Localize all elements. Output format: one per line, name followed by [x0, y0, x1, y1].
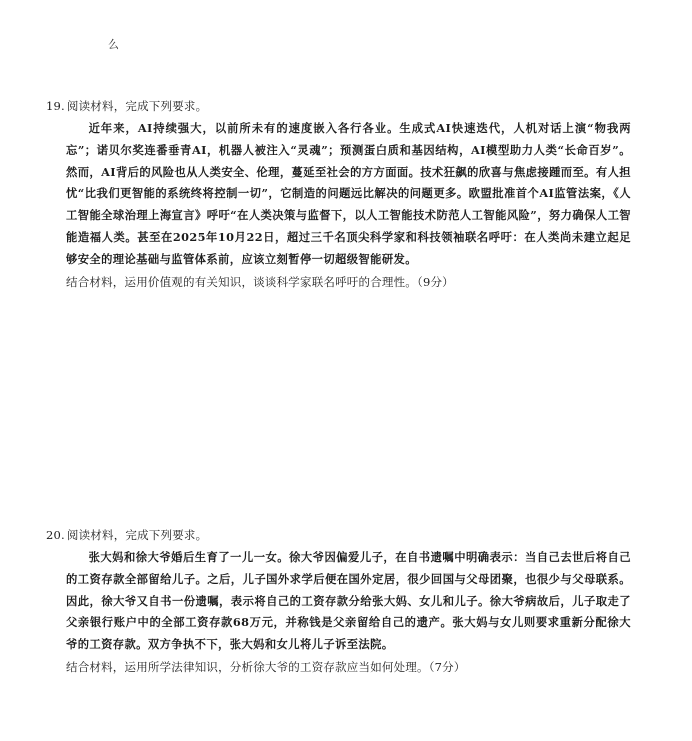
- page-corner-mark: 么: [108, 38, 119, 51]
- question-header: [46, 526, 646, 545]
- material-text: [66, 547, 631, 656]
- material-paragraph: 近年来，AI持续强大，以前所未有的速度嵌入各行各业。生成式AI快速迭代，人机对话上演“物我两忘”；诺贝尔奖连番垂青AI，机器人被注入“灵魂”；预测蛋白质和基因结构，AI模型助力人类“长命百岁”。然而，AI背后的风险也从人类安全、伦理，蔓延至社会的方方面面。技术狂飙的欣喜与焦虑接踵而至。有人担忧“比我们更智能的系统终将控制一切”，它制造的问题远比解决的问题更多。欧盟批准首个AI监管法案，《人工智能全球治理上海宣言》呼吁“在人类决策与监督下，以人工智能技术防范人工智能风险”，努力确保人工智能造福人类。甚至在2025年10月22日，超过三千名顶尖科学家和科技领袖联名呼吁：在人类尚未建立起足够安全的理论基础与监管体系前，应该立刻暂停一切超级智能研发。: [66, 121, 631, 266]
- material-text: [66, 118, 631, 271]
- question-19: [46, 97, 646, 292]
- material-paragraph: 张大妈和徐大爷婚后生育了一儿一女。徐大爷因偏爱儿子，在自书遗嘱中明确表示：当自己去世后将自己的工资存款全部留给儿子。之后，儿子国外求学后便在国外定居，很少回国与父母团聚，也很少与父母联系。因此，徐大爷又自书一份遗嘱，表示将自己的工资存款分给张大妈、女儿和儿子。徐大爷病故后，儿子取走了父亲银行账户中的全部工资存款68万元，并称钱是父亲留给自己的遗产。张大妈与女儿则要求重新分配徐大爷的工资存款。双方争执不下，张大妈和女儿将儿子诉至法院。: [66, 550, 631, 652]
- question-task: 结合材料，运用价值观的有关知识，谈谈科学家联名呼吁的合理性。（9分）: [66, 274, 454, 289]
- question-header: [46, 97, 646, 116]
- question-instruction: 阅读材料，完成下列要求。: [66, 99, 208, 113]
- question-number: 20.: [46, 528, 65, 542]
- question-task: 结合材料，运用所学法律知识，分析徐大爷的工资存款应当如何处理。（7分）: [66, 659, 466, 674]
- question-number: 19.: [46, 99, 65, 113]
- question-20: [46, 526, 646, 677]
- question-instruction: 阅读材料，完成下列要求。: [66, 528, 208, 542]
